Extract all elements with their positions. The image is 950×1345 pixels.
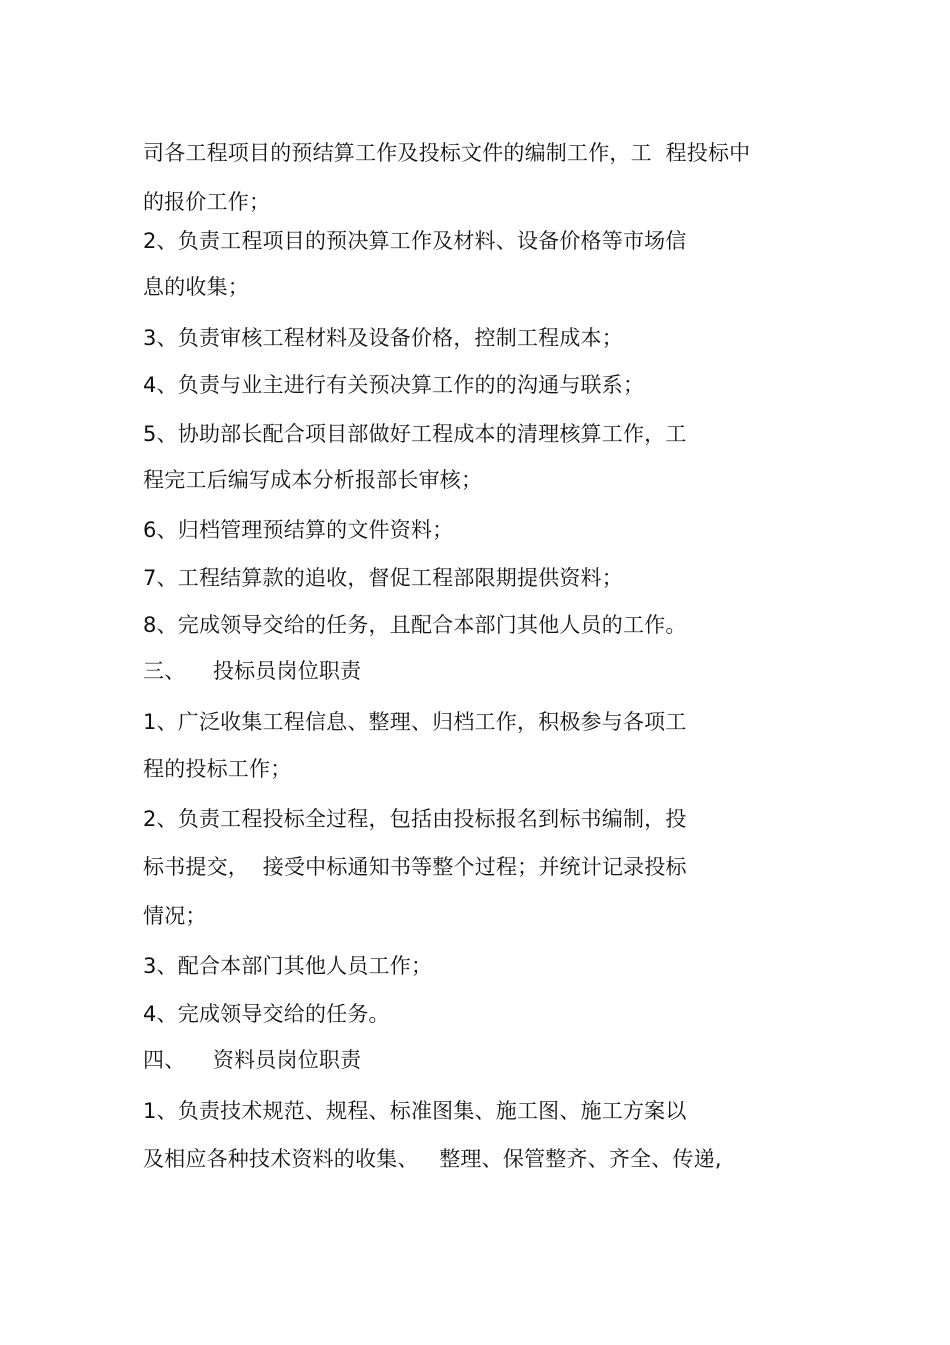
text-line: 5、协助部长配合项目部做好工程成本的清理核算工作，工 [143,422,687,446]
text-line: 息的收集； [143,275,249,299]
text-line: 的报价工作； [143,190,271,214]
text-line: 程的投标工作； [143,757,292,781]
text-line: 7、工程结算款的追收，督促工程部限期提供资料； [143,566,623,590]
text-line: 4、完成领导交给的任务。 [143,1002,390,1026]
text-line: 3、负责审核工程材料及设备价格，控制工程成本； [143,326,623,350]
text-line: 1、负责技术规范、规程、标准图集、施工图、施工方案以 [143,1099,687,1123]
text-line: 6、归档管理预结算的文件资料； [143,518,454,542]
text-line: 8、完成领导交给的任务，且配合本部门其他人员的工作。 [143,613,687,637]
text-line: 司各工程项目的预结算工作及投标文件的编制工作，工 程投标中 [143,141,751,165]
text-line: 情况； [143,904,207,928]
section-heading: 三、 投标员岗位职责 [143,659,362,683]
text-line: 2、负责工程投标全过程，包括由投标报名到标书编制，投 [143,807,687,831]
text-line: 及相应各种技术资料的收集、 整理、保管整齐、齐全、传递, [143,1147,722,1171]
text-line: 2、负责工程项目的预决算工作及材料、设备价格等市场信 [143,229,687,253]
text-line: 标书提交， 接受中标通知书等整个过程；并统计记录投标 [143,855,687,879]
text-line: 3、配合本部门其他人员工作； [143,954,433,978]
text-line: 4、负责与业主进行有关预决算工作的的沟通与联系； [143,373,645,397]
text-line: 1、广泛收集工程信息、整理、归档工作，积极参与各项工 [143,710,687,734]
text-line: 程完工后编写成本分析报部长审核； [143,468,483,492]
section-heading: 四、 资料员岗位职责 [143,1048,362,1072]
